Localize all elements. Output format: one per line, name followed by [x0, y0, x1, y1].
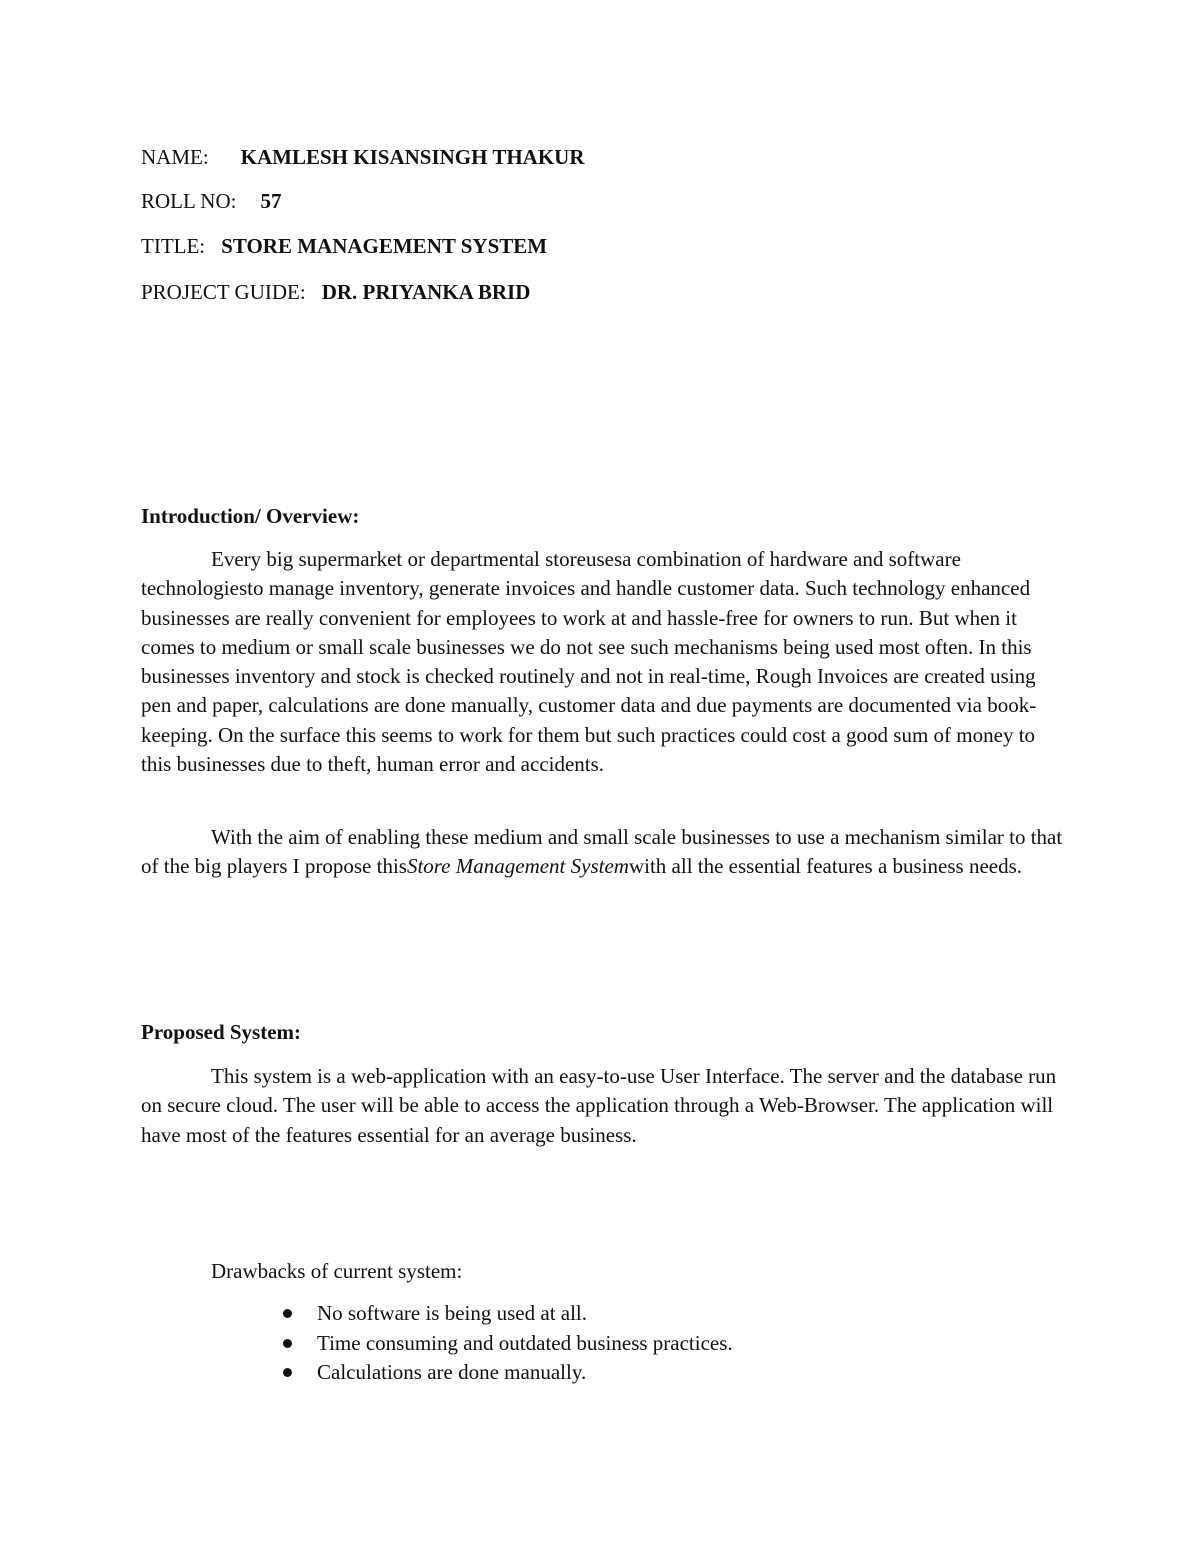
bullet-icon	[283, 1368, 292, 1377]
guide-value: DR. PRIYANKA BRID	[321, 280, 531, 304]
proposed-heading: Proposed System:	[141, 1020, 302, 1044]
drawbacks-title: Drawbacks of current system:	[211, 1259, 463, 1283]
proposed-paragraph: This system is a web-application with an easy-to-use User Interface. The server and the database run on secure cloud. The user will be able to access the application through a Web-Browser. The application will have most of the features essential for an average business.	[141, 1064, 1057, 1147]
name-label: NAME:	[141, 145, 209, 169]
intro-paragraph-2-start: With the aim of enabling these medium and small scale businesses to use a mechanism similar to that of the big players I propose this	[141, 825, 1063, 879]
guide-line	[141, 280, 530, 304]
drawbacks-list	[281, 1299, 733, 1388]
roll-label: ROLL NO:	[141, 189, 237, 213]
intro-paragraph-1: Every big supermarket or departmental storeusesa combination of hardware and software technologiesto manage inventory, generate invoices and handle customer data. Such technology enhanced businesses are really convenient for employees to work at and hassle-free for owners to run. But when it comes to medium or small scale businesses we do not see such mechanisms being used most often. In this businesses inventory and stock is checked routinely and not in real-time, Rough Invoices are created using pen and paper, calculations are done manually, customer data and due payments are documented via book-keeping. On the surface this seems to work for them but such practices could cost a good sum of money to this businesses due to theft, human error and accidents.	[141, 547, 1037, 777]
list-item	[281, 1299, 733, 1329]
title-label: TITLE:	[141, 234, 206, 258]
intro-paragraph-2	[141, 823, 1066, 882]
roll-line	[141, 189, 281, 213]
list-item-text: Calculations are done manually.	[317, 1360, 587, 1384]
title-line	[141, 234, 547, 258]
title-value: STORE MANAGEMENT SYSTEM	[221, 234, 548, 258]
list-item-text: No software is being used at all.	[317, 1301, 588, 1325]
roll-value: 57	[260, 189, 282, 213]
list-item	[281, 1358, 733, 1388]
system-name-emphasis: Store Management System	[406, 854, 629, 879]
intro-paragraph-2-end: with all the essential features a business needs.	[628, 854, 1023, 879]
name-line	[141, 145, 585, 169]
name-value: KAMLESH KISANSINGH THAKUR	[240, 145, 585, 169]
list-item-text: Time consuming and outdated business practices.	[317, 1330, 733, 1355]
list-item	[281, 1329, 733, 1359]
guide-label: PROJECT GUIDE:	[141, 280, 306, 304]
intro-heading: Introduction/ Overview:	[141, 504, 360, 528]
bullet-icon	[283, 1339, 292, 1348]
bullet-icon	[283, 1309, 292, 1318]
